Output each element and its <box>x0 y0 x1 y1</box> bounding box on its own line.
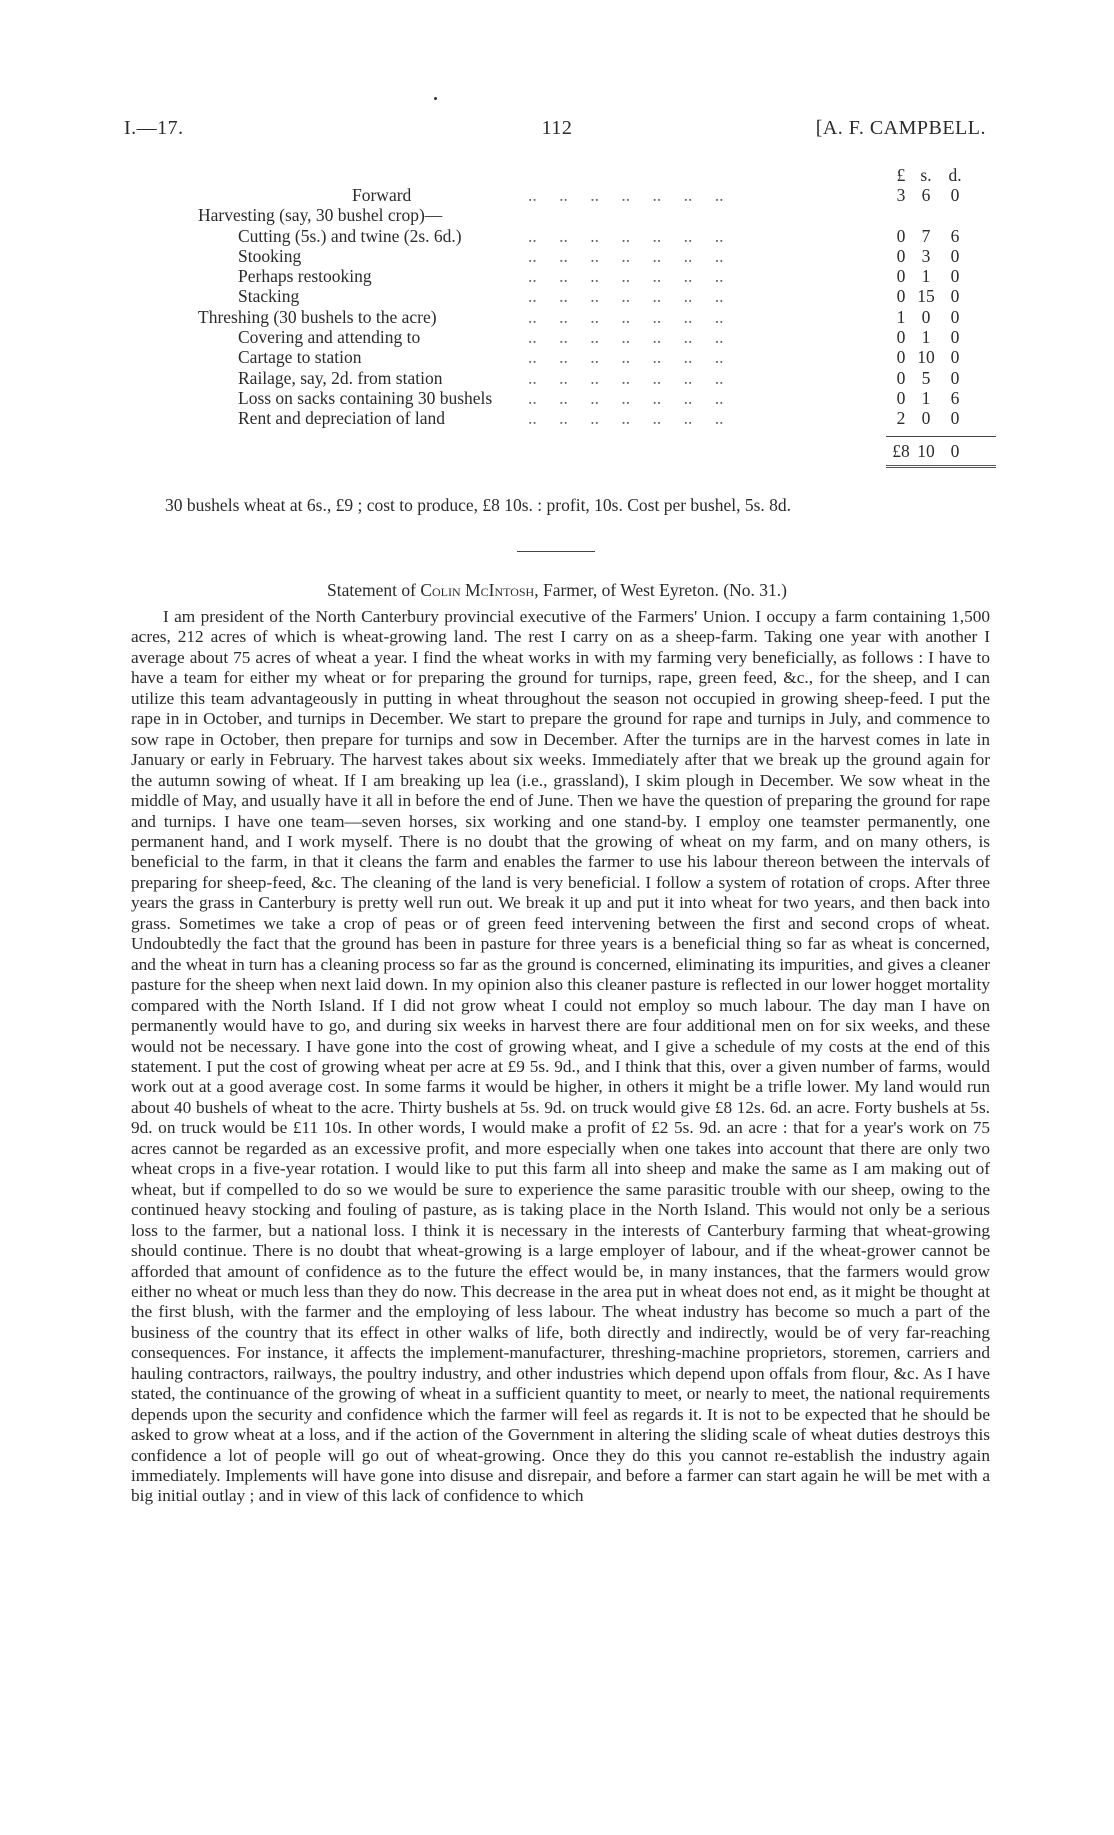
statement-heading-prefix: Statement of <box>327 580 416 600</box>
cost-table-row <box>198 266 998 286</box>
pounds-value: 3 <box>896 185 906 205</box>
cost-table-row <box>198 205 998 225</box>
shillings-value: 7 <box>921 225 931 246</box>
shillings-value: 1 <box>921 266 931 287</box>
shillings-value: 6 <box>921 185 931 205</box>
pounds-value: 0 <box>896 286 906 307</box>
running-head-author: [A. F. CAMPBELL. <box>815 117 986 139</box>
shillings-value: 1 <box>921 387 931 408</box>
leader-dots: .. .. .. .. .. .. .. <box>528 367 724 388</box>
cost-table-total-row <box>198 441 998 467</box>
cost-table-row <box>198 246 998 266</box>
total-pounds: £8 <box>892 440 910 461</box>
cost-table-row <box>198 347 998 367</box>
pence-value: 0 <box>950 327 960 348</box>
statement-body <box>131 607 990 1507</box>
cost-table-row <box>198 226 998 246</box>
statement-heading-suffix: , Farmer, of West Eyreton. (No. 31.) <box>534 580 787 600</box>
cost-table-row <box>198 307 998 327</box>
leader-dots: .. .. .. .. .. .. .. <box>528 387 724 408</box>
pence-value: 0 <box>950 306 960 327</box>
leader-dots: .. .. .. .. .. .. .. <box>528 347 724 368</box>
pence-value: 0 <box>950 286 960 307</box>
pounds-value: 0 <box>896 225 906 246</box>
cost-item-label: Covering and attending to <box>238 327 421 348</box>
pounds-value: 1 <box>896 306 906 327</box>
cost-table-row <box>198 368 998 388</box>
shillings-value: 5 <box>921 367 931 388</box>
shillings-value: 0 <box>921 408 931 429</box>
pounds-value: 2 <box>896 408 906 429</box>
page-number: 112 <box>541 117 573 139</box>
pence-header: d. <box>948 165 962 185</box>
pounds-value: 0 <box>896 347 906 368</box>
cost-table-row <box>198 327 998 347</box>
shillings-value: 0 <box>921 306 931 327</box>
shillings-value: 15 <box>917 286 935 307</box>
pounds-value: 0 <box>896 387 906 408</box>
total-shillings: 10 <box>917 440 935 461</box>
statement-heading <box>0 580 1114 601</box>
cost-item-label: Cutting (5s.) and twine (2s. 6d.) <box>238 225 462 246</box>
statement-paragraph: I am president of the North Canterbury provincial executive of the Farmers' Union. I occupy a farm containing 1,500 acres, 212 acres of which is wheat-growing land. The rest I carry on as a sheep-farm. Taking one year with another I average about 75 acres of wheat a year. I find the wheat works in with my farming very beneficially, as follows : I have to have a team for either my wheat or for preparing the ground for turnips, rape, green feed, &c., for the sheep, and I can utilize this team advantageously in putting in wheat throughout the season not occupied in growing sheep-feed. I put the rape in in October, and turnips in December. We start to prepare the ground for rape and turnips in July, and commence to sow rape in October, then prepare for turnips and sow in December. After the turnips are in the harvest comes in late in January or early in February. The harvest takes about six weeks. Immediately after that we break up the ground again for the autumn sowing of wheat. If I am breaking up lea (i.e., grassland), I skim plough in December. We sow wheat in the middle of May, and usually have it all in before the end of June. Then we have the question of preparing the ground for rape and turnips. I have one team—seven horses, six working and one stand-by. I employ one teamster permanently, one permanent hand, and I work myself. There is no doubt that the growing of wheat on my farm, and on many others, is beneficial to the farm, in that it cleans the farm and enables the farmer to use his labour thereon between the intervals of preparing for sheep-feed, &c. The cleaning of the land is very beneficial. I follow a system of rotation of crops. After three years the grass in Canterbury is pretty well run out. We break it up and put it into wheat for two years, and then back into grass. Sometimes we take a crop of peas or of green feed intervening between the first and second crops of wheat. Undoubtedly the fact that the ground has been in pasture for three years is a beneficial thing so far as wheat is concerned, and the wheat in turn has a cleaning process so far as the ground is concerned, eliminating its impurities, and gives a cleaner pasture for the sheep when next laid down. In my opinion also this cleaner pasture is reflected in our lower hogget mortality compared with the North Island. If I did not grow wheat I could not employ so much labour. The day man I have on permanently would have to go, and during six weeks in harvest there are four additional men on for six weeks, and these would not be necessary. I have gone into the cost of growing wheat, and I give a schedule of my costs at the end of this statement. I put the cost of growing wheat per acre at £9 5s. 9d., and I think that this, over a given number of farms, would work out at a good average cost. In some farms it would be higher, in others it might be a trifle lower. My land would run about 40 bushels of wheat to the acre. Thirty bushels at 5s. 9d. on truck would give £8 12s. 6d. an acre. Forty bushels at 5s. 9d. on truck would be £11 10s. In other words, I would make a profit of £2 5s. 9d. an acre : that for a year's work on 75 acres cannot be regarded as an excessive profit, and more especially when one takes into account that there are only two wheat crops in a five-year rotation. I would like to put this farm all into sheep and make the same as I am making out of wheat, but if compelled to do so we would be sure to experience the same parasitic trouble with our sheep, owing to the continued heavy stocking and fouling of pasture, as is taking place in the North Island. This would not only be a serious loss to the farmer, but a national loss. I think it is necessary in the interests of Canterbury farming that wheat-growing should continue. There is no doubt that wheat-growing is a large employer of labour, and if the wheat-grower cannot be afforded that amount of confidence as to the future the effect would be, in many instances, that the farmers would grow either no wheat or much less than they do now. This decrease in the area put in wheat does not end, as it might be thought at the first blush, with the farmer and the employing of less labour. The wheat industry has become so much a part of the business of the country that its effect in other walks of life, both directly and indirectly, would be of very far-reaching consequences. For instance, it affects the implement-manufacturer, threshing-machine proprietors, storemen, carriers and hauling contractors, railways, the poultry industry, and other industries which depend upon offals from flour, &c. As I have stated, the continuance of the growing of wheat in a sufficient quantity to meet, or nearly to meet, the national requirements depends upon the security and confidence which the farmer will feel as regards it. It is not to be expected that he should be asked to grow wheat at a loss, and if the action of the Government in altering the sliding scale of wheat duties destroys this confidence a lot of people will go out of wheat-growing. Once they do this you cannot re-establish the industry again immediately. Implements will have gone into disuse and disrepair, and before a farmer can start again he will be met with a big initial outlay ; and in view of this lack of confidence to which <box>131 607 990 1506</box>
leader-dots: .. .. .. .. .. .. .. <box>528 245 724 266</box>
leader-dots: .. .. .. .. .. .. .. <box>528 185 724 205</box>
cost-table-row <box>198 408 998 428</box>
profit-summary: 30 bushels wheat at 6s., £9 ; cost to produce, £8 10s. : profit, 10s. Cost per bushel, 5s. 8d. <box>165 495 792 515</box>
pounds-value: 0 <box>896 327 906 348</box>
pence-value: 0 <box>950 408 960 429</box>
cost-item-label: Stooking <box>238 245 302 266</box>
cost-item-label: Perhaps restooking <box>238 266 372 287</box>
cost-table-row <box>198 286 998 306</box>
pence-value: 6 <box>950 387 960 408</box>
cost-item-label: Stacking <box>238 286 300 307</box>
cost-item-label: Harvesting (say, 30 bushel crop)— <box>198 205 443 226</box>
cost-item-label: Loss on sacks containing 30 bushels <box>238 387 493 408</box>
cost-table <box>198 165 998 467</box>
pence-value: 0 <box>950 367 960 388</box>
pence-value: 0 <box>950 245 960 266</box>
shillings-header: s. <box>920 165 932 185</box>
pence-value: 0 <box>950 266 960 287</box>
pounds-value: 0 <box>896 266 906 287</box>
leader-dots: .. .. .. .. .. .. .. <box>528 225 724 246</box>
section-divider <box>517 551 595 552</box>
stray-mark <box>434 97 437 100</box>
pence-value: 6 <box>950 225 960 246</box>
cost-item-label: Rent and depreciation of land <box>238 408 446 429</box>
shillings-value: 10 <box>917 347 935 368</box>
witness-name: Colin McIntosh <box>420 580 535 600</box>
leader-dots: .. .. .. .. .. .. .. <box>528 408 724 429</box>
pence-value: 0 <box>950 185 960 205</box>
pounds-value: 0 <box>896 367 906 388</box>
total-pence: 0 <box>950 440 960 461</box>
cost-table-rows <box>198 185 998 429</box>
leader-dots: .. .. .. .. .. .. .. <box>528 306 724 327</box>
cost-item-label: Railage, say, 2d. from station <box>238 367 443 388</box>
pounds-value: 0 <box>896 245 906 266</box>
leader-dots: .. .. .. .. .. .. .. <box>528 266 724 287</box>
pence-value: 0 <box>950 347 960 368</box>
shillings-value: 3 <box>921 245 931 266</box>
leader-dots: .. .. .. .. .. .. .. <box>528 327 724 348</box>
pounds-header: £ <box>896 165 906 185</box>
cost-item-label: Forward <box>352 185 412 205</box>
report-reference: I.—17. <box>124 117 184 139</box>
cost-table-row <box>198 185 998 205</box>
cost-item-label: Cartage to station <box>238 347 362 368</box>
cost-table-row <box>198 388 998 408</box>
shillings-value: 1 <box>921 327 931 348</box>
leader-dots: .. .. .. .. .. .. .. <box>528 286 724 307</box>
cost-item-label: Threshing (30 bushels to the acre) <box>198 306 437 327</box>
cost-table-column-headers <box>198 165 998 185</box>
